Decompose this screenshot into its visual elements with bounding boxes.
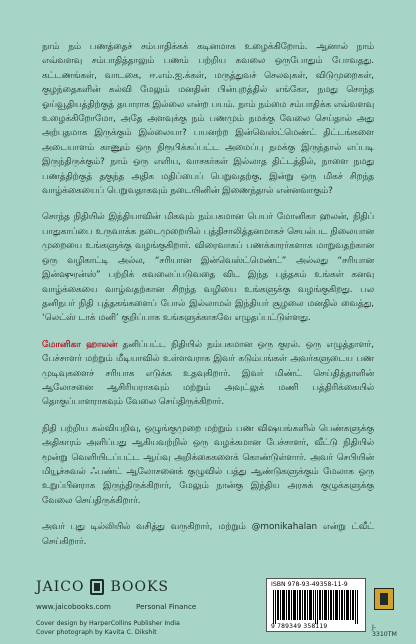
- publisher-logo: [36, 578, 169, 596]
- twitter-handle: @monikahalan: [251, 522, 318, 533]
- contact-text: அவர் புது டில்லியில் வசித்து வருகிறார், மற்றும்: [42, 522, 252, 533]
- publisher-website: www.jaicobooks.com: [36, 602, 111, 611]
- cover-photo-credit: Cover photograph by Kavita C. Dikshit: [36, 629, 157, 636]
- book-icon: [88, 578, 106, 596]
- cover-text: [42, 40, 374, 561]
- cover-footer: [18, 578, 398, 638]
- book-category: Personal Finance: [136, 602, 197, 611]
- publisher-badge-icon: [374, 588, 394, 610]
- publisher-name-left: JAICO: [36, 579, 85, 595]
- barcode-icon: [273, 590, 359, 624]
- author-bio-text: தனிப்பட்ட நிதியில் நம்பகமான ஒரு குரல். ஒரு எழுத்தாளர், பேச்சாளர் மற்றும் மீடியாவில் உள்ளவராக இவர் கடும்பங்கள் அவர்களுடைய பண முடிவுகளைச் சரியாக எடுக்க உதவுகிறார். இவர் மிண்ட் செய்தித்தாளின் ஆலோசனை ஆசிரியராகவும் மற்றும் அவுட்லுக் மணி பத்திரிக்கையில் தொகுப்பாளராகவும் வேலை செய்திருக்கிறார்.: [42, 339, 374, 408]
- isbn-barcode: [266, 578, 366, 632]
- contact-tail: என்று ட்வீட் செய்கிறார்.: [42, 522, 374, 547]
- author-bio-paragraph: [42, 338, 374, 410]
- isbn-number: ISBN 978-93-49358-11-9: [271, 581, 348, 588]
- author-name: மோனிகா ஹாலன்: [42, 339, 118, 350]
- book-description-paragraph: சொந்த நிதியில் இந்தியாவின் மிகவும் நம்பகமான பெயர் மோனிகா ஹலன், நிதிப் பாதுகாப்பை உருவாக்க நடைமுறையில் புத்திசாலித்தனமாகச் செயல்பட நிலையான முறையை உங்களுக்கு வழங்குகிறார். விரைவாகப் பணக்காரர்களாக மாறுவதற்கான ஒரு வழிகாட்டி அல்ல, “சரியான இன்வெஸ்ட்மெண்ட்” அல்லது “சரியான இன்ஷுரன்ஸ்” பற்றிக் கவலைப்படுவதை விட இந்த புத்தகம் உங்கள் கனவு வாழ்க்கையை வாழ்வதற்கான சிறந்த வழியை உங்களுக்கு வழங்குகிறது. பல தனிநபர் நிதி புத்தகங்களைப் போல் இல்லாமல் இந்தியர் சூழலை மனதில் வைத்து, ‘லெட்ஸ் டாக் மனி’ குறிப்பாக உங்களுக்காகவே எழுதப்பட்டுள்ளது.: [42, 212, 374, 324]
- author-experience-paragraph: நிதி பற்றிய கல்வியறிவு, ஒழுங்குமுறை மற்றும் பண விஷயங்களில் பெண்களுக்கு அதிகாரம் அளிப்பது ஆகியவற்றில் ஒரு வழக்கமான பேச்சாளர், வீட்டு நிதியில் மூன்று வெளியிடப்பட்ட ஆய்வு அறிக்கைகளைக் கொண்டுள்ளார். அவர் செபியின் மியூச்சுவல் ஃபண்ட் ஆலோசனைக் குழுவில் பத்து ஆண்டுகளுக்கும் மேலாக ஒரு உறுப்பினராக இருந்திருக்கிறார், மேலும் நான்கு இந்திய அரசுக் குழுக்களுக்கு வேலை செய்திருக்கிறார்.: [42, 423, 374, 506]
- barcode-number: 9 789349 358119: [271, 623, 328, 630]
- cover-design-credit: Cover design by HarperCollins Publisher India: [36, 620, 180, 627]
- intro-paragraph: நாம் நம் பணத்தைச் சம்பாதிக்கக் கடினமாக உழைக்கிறோம். ஆனால் நாம் எவ்வளவு சம்பாதித்தாலும் பணம் பற்றிய கவலை ஒருபோதும் போவதது. கட்டணங்கள், வாடகை, ஈ.எம்.ஐ.க்கள், மருத்துவச் செலவுகள், விடுமுறைகள், குழந்தைகளின் கல்வி மேலும் மனதின் பின்புறத்தில் எங்கோ, நமது சொந்த ஓய்வூதியத்திற்குத் தயாராக இல்லை என்ற பயம். நாம் நம்மை சம்பாதிக்க எவ்வளவு உழைக்கிறோமோ, அதே அளவுக்கு நம் பணமும் நமக்கு வேலை செய்தால் அது அற்புதமாக இருக்கும் இல்லையா? பயனற்ற இன்வெஸ்ட்மெண்ட் திட்டங்களை அடையாளம் காணும் ஒரு நிரூபிக்கப்பட்ட அமைப்பு நமக்கு இருந்தால் எப்படி இருந்திருக்கும்? நாம் ஒரு எளிய, வாசகர்கள் இல்லாத திட்டத்தில், நாளை நமது பணத்திற்குத் தகுந்த அதிக மதிப்பைப் பெறுவதற்கு, இன்று ஒரு மிகச் சிறந்த வாழ்க்கையைப் பெறுவதாகவும் நடையினின் இணைந்தால் என்னவாகும்?: [42, 42, 374, 197]
- publisher-name-right: BOOKS: [110, 579, 170, 595]
- product-code: J-3310TM: [372, 624, 397, 638]
- author-contact-paragraph: [42, 520, 374, 549]
